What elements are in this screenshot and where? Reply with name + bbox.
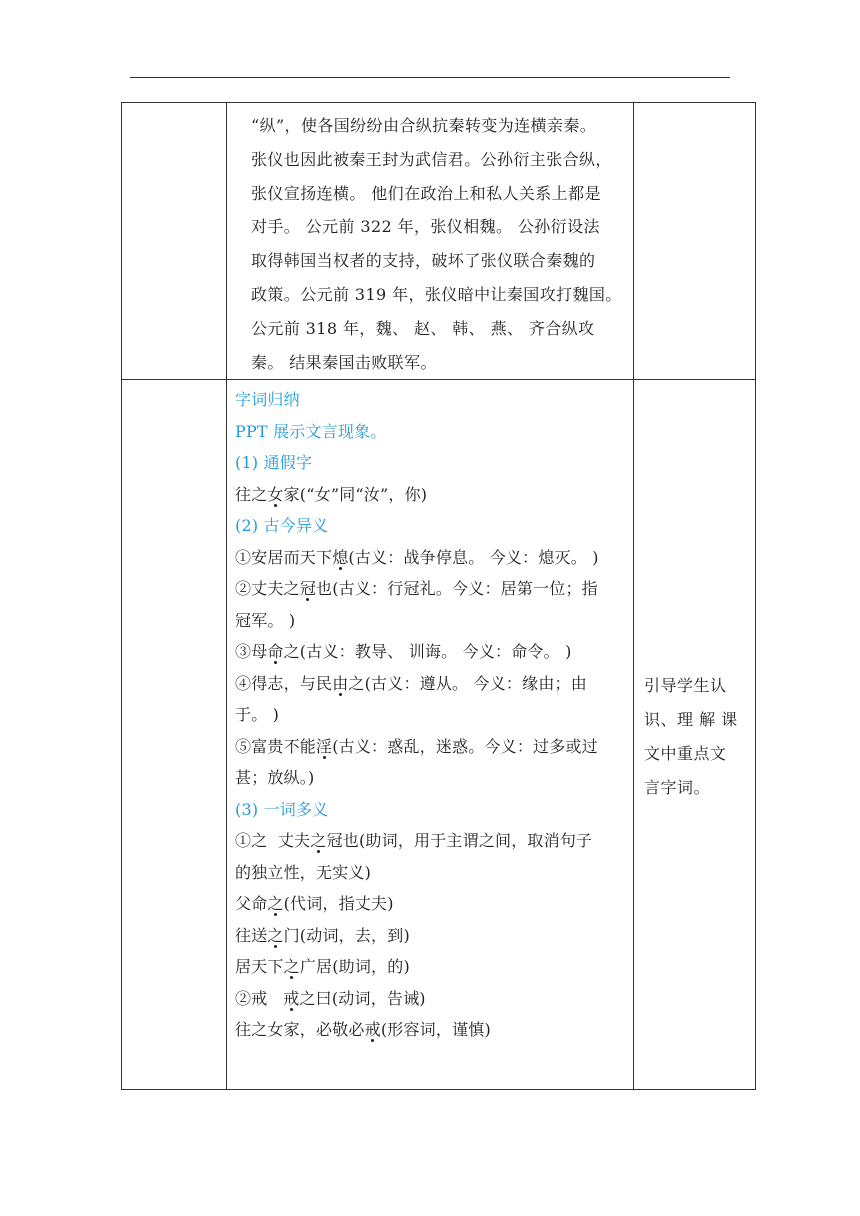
passage-cell [227,103,634,380]
duoyi-list [235,825,629,1046]
note-line [235,951,629,983]
note-text: 甚；放纵。) [235,768,315,788]
section-title: 字词归纳 [235,390,300,410]
note-text: ①安居而天下 [235,547,333,567]
note-text: ②戒 [235,988,284,1008]
note-line [235,542,629,574]
ppt-line: PPT 展示文言现象。 [235,421,387,441]
note-text: 广居(助词，的) [299,957,410,977]
header-rule [130,77,730,78]
passage-line: 张仪宣扬连横。 他们在政治上和私人关系上都是 [251,183,601,203]
note-text: 之(古义：教导、 训诲。 今义：命令。 ) [283,642,572,662]
note-text: 往送 [235,925,268,945]
note-text: 的独立性，无实义) [235,862,372,882]
note-text: 门(动词，去，到) [283,925,410,945]
note-text: 冠也(助词，用于主谓之间，取消句子 [326,831,593,851]
note-line [235,857,629,889]
emphasis-char: 熄 [332,547,349,567]
emphasis-char: 由 [332,673,349,693]
note-text: (古义：战争停息。 今义：熄灭。 ) [348,547,599,567]
table-row [122,103,756,380]
note-text: 于。 ) [235,705,280,725]
note-text: ③母 [235,642,268,662]
note-text: 往之女家，必敬必 [235,1020,365,1040]
note-text: 居天下 [235,957,284,977]
note-line [235,920,629,952]
emphasis-char: 女 [267,484,284,504]
note-text: (形容词，谨慎) [380,1020,491,1040]
emphasis-char: 命 [267,642,284,662]
gujin-heading: (2) 古今异义 [235,516,329,536]
emphasis-char: 戒 [283,988,300,1008]
note-line [235,636,629,668]
goal-line: 识、理 解 课 [644,710,738,730]
note-text: 之曰(动词，告诫) [299,988,426,1008]
note-line [235,825,629,857]
notes-cell [227,380,634,1090]
note-text: (代词，指丈夫) [283,894,394,914]
passage-line: 公元前 318 年，魏、 赵、 韩、 燕、 齐合纵攻 [251,318,595,338]
empty-cell [122,380,227,1090]
emphasis-char: 之 [267,894,284,914]
empty-cell [122,103,227,380]
vocabulary-notes [227,380,633,1046]
passage-line: 张仪也因此被秦王封为武信君。公孙衍主张合纵， [251,149,612,169]
note-text: ①之 丈夫 [235,831,311,851]
note-text: ⑤富贵不能 [235,736,317,756]
empty-cell [634,103,756,380]
note-text: 也(古义：行冠礼。今义：居第一位；指 [316,579,598,599]
tongjia-heading: (1) 通假字 [235,453,313,473]
note-text: (古义：惑乱，迷惑。今义：过多或过 [332,736,598,756]
lesson-table [121,102,756,1090]
emphasis-char: 之 [310,831,327,851]
emphasis-char: 冠 [299,579,317,599]
note-text: 父命 [235,894,268,914]
note-text: ②丈夫之 [235,579,300,599]
gujin-list [235,542,629,794]
passage-text [227,103,633,379]
note-line [235,731,629,763]
passage-line: 政策。公元前 319 年，张仪暗中让秦国攻打魏国。 [251,284,622,304]
table-row [122,380,756,1090]
goal-cell [634,380,756,1090]
note-text: 冠军。 ) [235,610,296,630]
emphasis-char: 淫 [316,736,333,756]
passage-line: 对手。 公元前 322 年，张仪相魏。 公孙衍设法 [251,217,600,237]
note-text: 之(古义：遵从。 今义：缘由；由 [348,673,587,693]
note-text: ④得志，与民 [235,673,333,693]
teaching-goal [644,669,752,805]
note-line [235,668,629,700]
passage-line: 取得韩国当权者的支持，破坏了张仪联合秦魏的 [251,251,596,271]
note-line [235,699,629,731]
goal-line: 引导学生认 [644,676,727,696]
passage-line: 秦。 结果秦国击败联军。 [251,352,437,372]
goal-line: 文中重点文 [644,744,727,764]
note-line [235,1014,629,1046]
emphasis-char: 之 [267,925,284,945]
tongjia-line: 往之女家(“女”同“汝”，你) [235,484,428,504]
duoyi-heading: (3) 一词多义 [235,799,329,819]
emphasis-char: 之 [283,957,300,977]
note-line [235,605,629,637]
emphasis-char: 戒 [364,1020,381,1040]
note-line [235,573,629,605]
note-line [235,983,629,1015]
note-line [235,888,629,920]
note-line [235,762,629,794]
goal-line: 言字词。 [644,778,711,798]
passage-line: “纵”，使各国纷纷由合纵抗秦转变为连横亲秦。 [251,116,597,135]
